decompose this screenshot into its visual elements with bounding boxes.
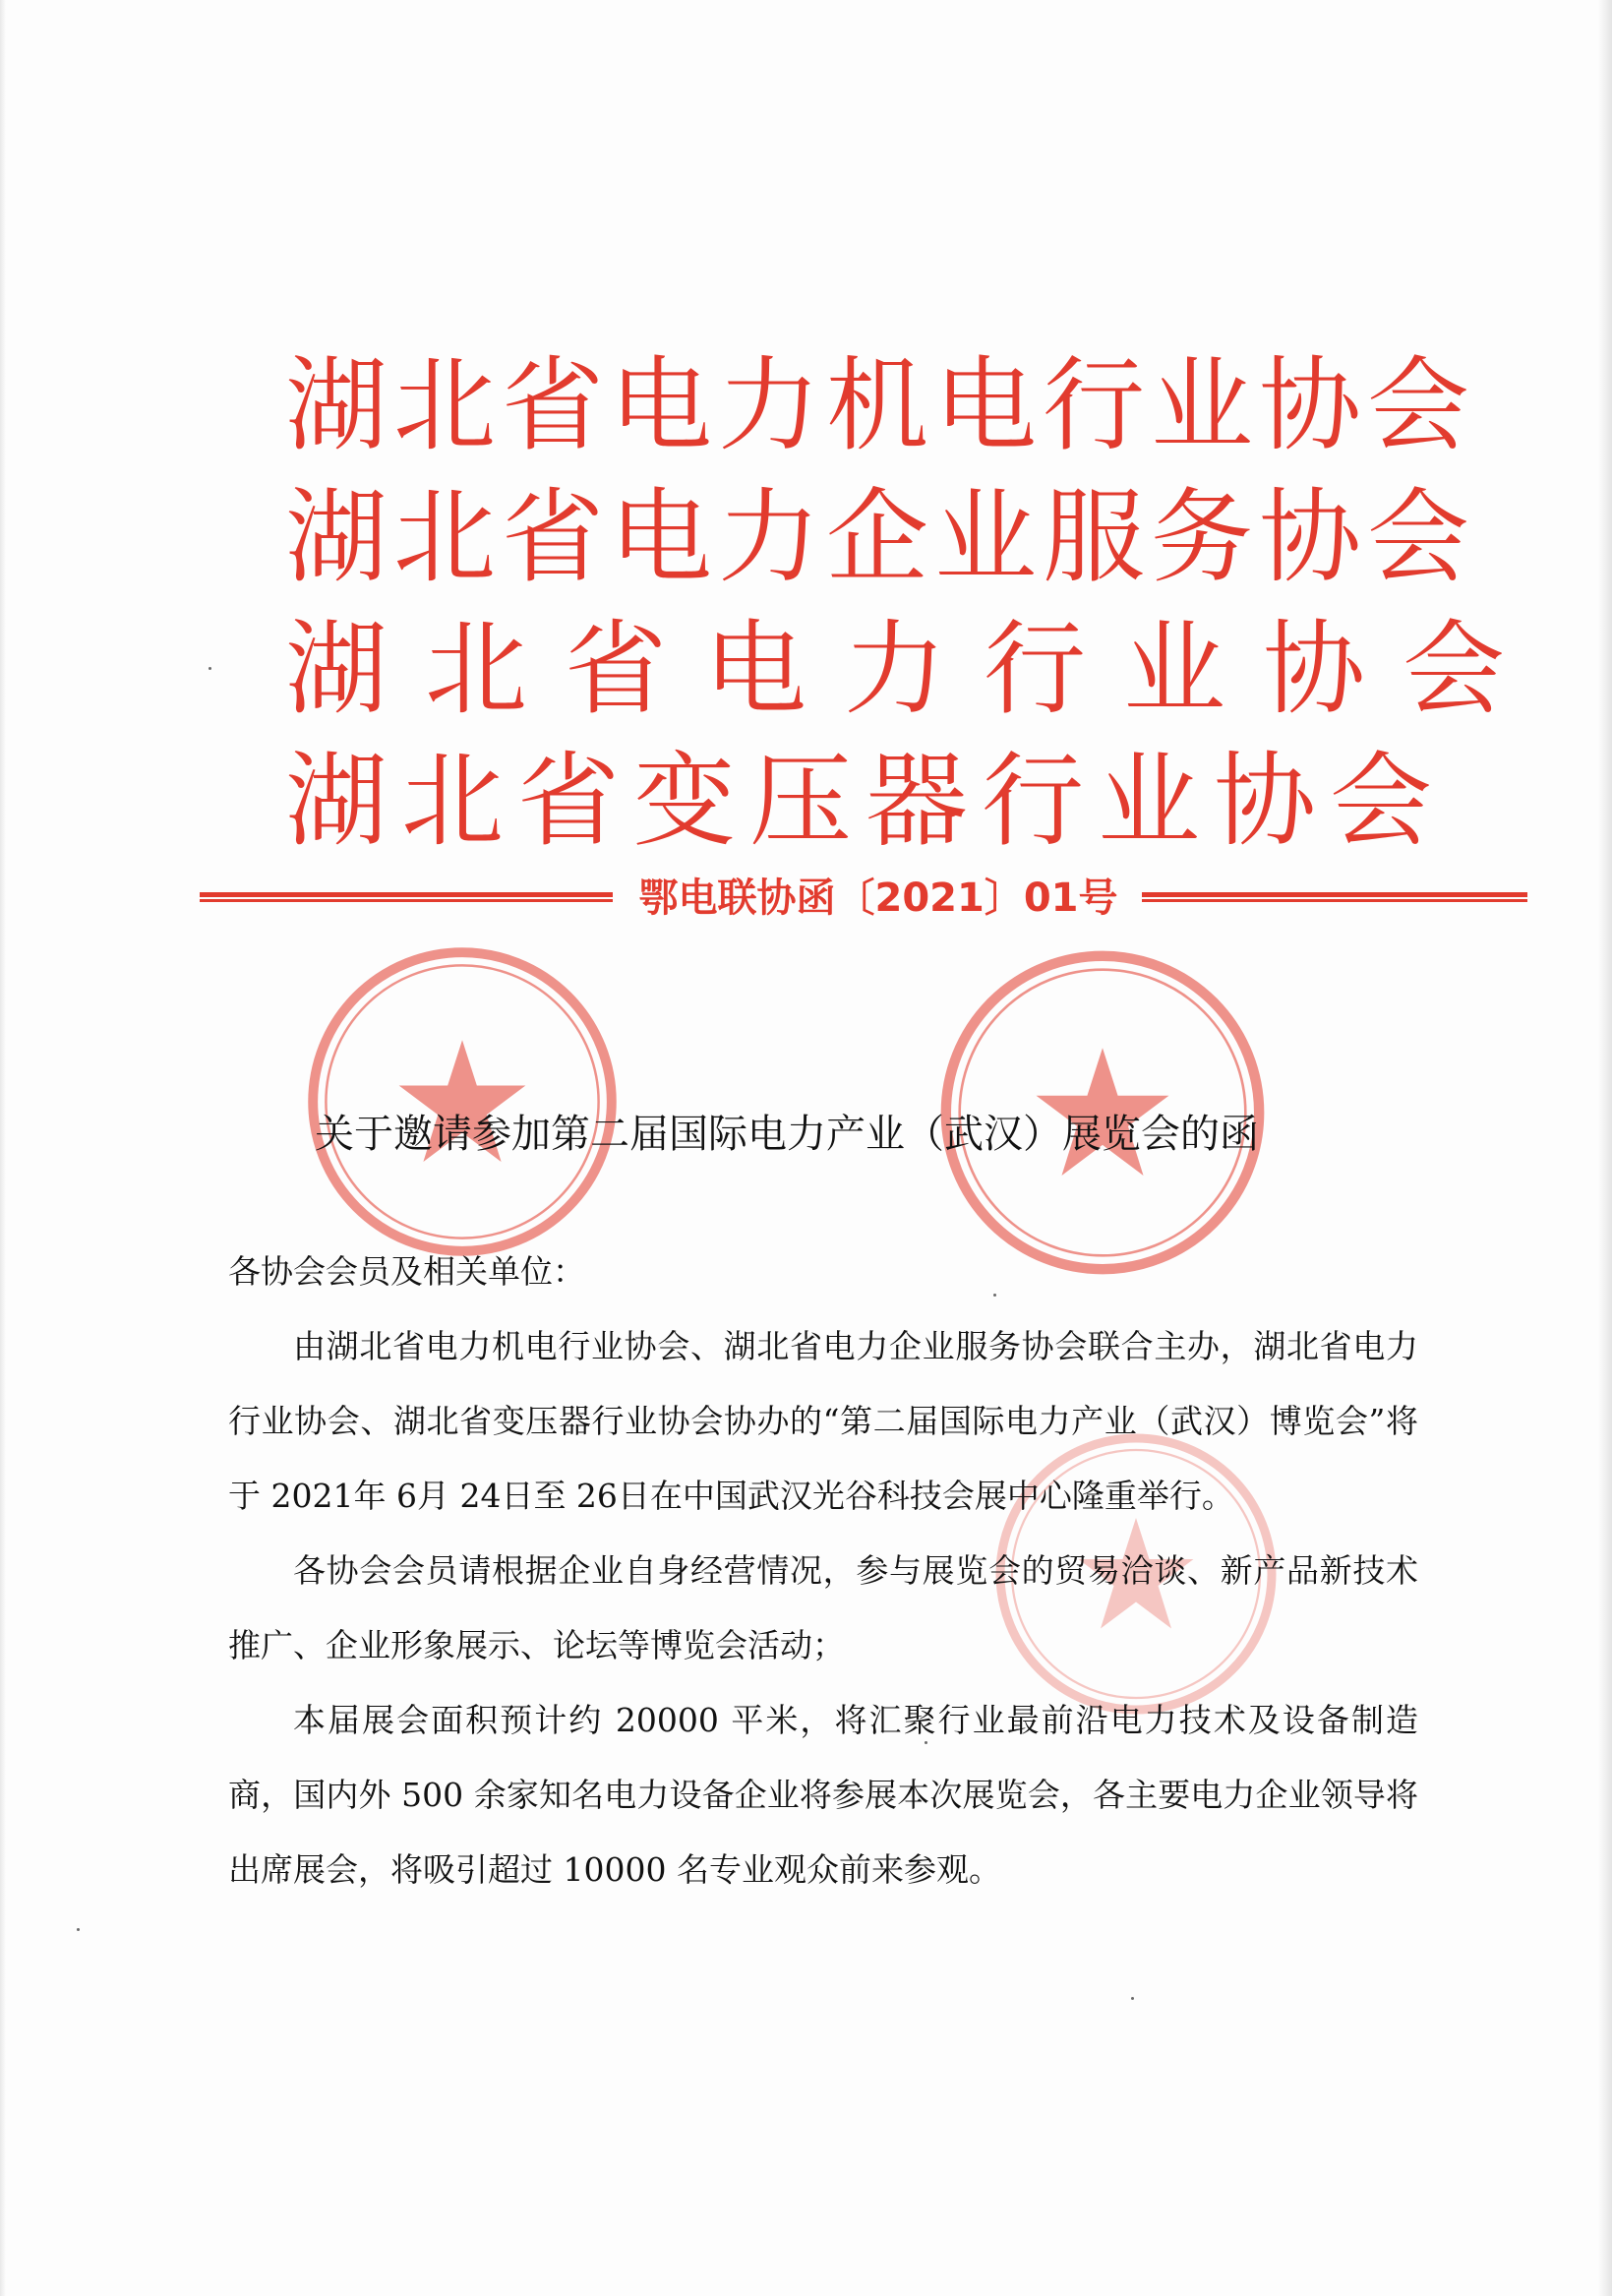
scan-speck: [993, 1294, 996, 1297]
scan-speck: [1131, 1997, 1134, 2000]
document-number-row: [200, 871, 1527, 926]
document-title: 关于邀请参加第二届国际电力产业（武汉）展览会的函: [315, 1112, 1259, 1157]
letterhead-organizations: [285, 339, 1543, 867]
organization-name: 湖北省电力企业服务协会: [285, 477, 1476, 597]
body-paragraph: 各协会会员请根据企业自身经营情况，参与展览会的贸易洽谈、新产品新技术推广、企业形象展示、论坛等博览会活动；: [228, 1551, 1418, 1664]
organization-name: 湖北省电力行业协会: [285, 609, 1543, 729]
organization-name: 湖北省变压器行业协会: [285, 741, 1447, 861]
scan-speck: [77, 1928, 80, 1931]
document-number: 鄂电联协函〔2021〕01号: [638, 876, 1118, 921]
salutation: 各协会会员及相关单位：: [228, 1252, 585, 1291]
organization-name: 湖北省电力机电行业协会: [285, 345, 1476, 465]
body-paragraph: 本届展会面积预计约 20000 平米，将汇聚行业最前沿电力技术及设备制造商，国内外 500 余家知名电力设备企业将参展本次展览会，各主要电力企业领导将出席展会，将吸引超过 10000 名专业观众前来参观。: [228, 1701, 1418, 1889]
body-paragraph: 由湖北省电力机电行业协会、湖北省电力企业服务协会联合主办，湖北省电力行业协会、湖北省变压器行业协会协办的“第二届国际电力产业（武汉）博览会”将于 2021年 6月 24日至 26日在中国武汉光谷科技会展中心隆重举行。: [228, 1327, 1418, 1515]
scan-speck: [925, 1741, 927, 1744]
red-divider-right: [1142, 892, 1527, 902]
scan-speck: [209, 667, 211, 670]
document-body: [228, 1235, 1418, 1907]
red-divider-left: [200, 892, 613, 902]
